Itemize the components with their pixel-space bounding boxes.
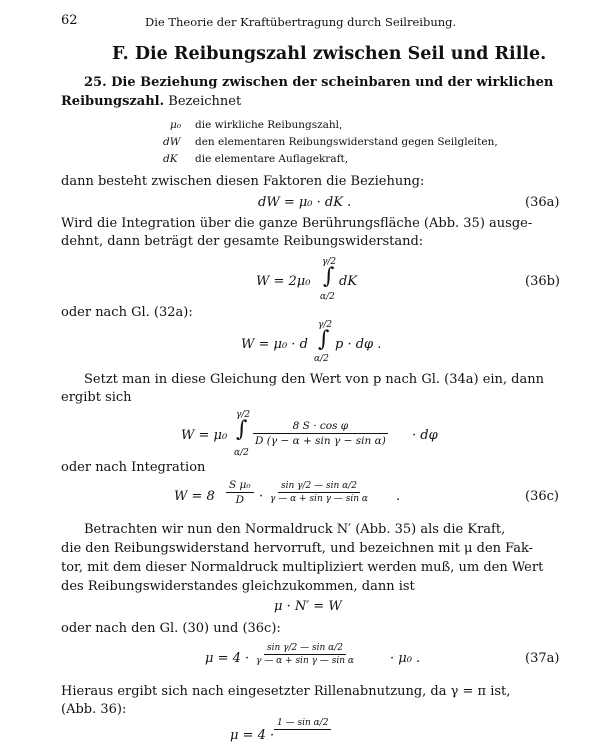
text-line: Hieraus ergibt sich nach eingesetzter Rillenabnutzung, da γ = π ist, <box>61 684 511 699</box>
equation-mu: μ · N′ = W <box>274 599 342 614</box>
paragraph-lead-line2 <box>61 94 241 109</box>
fraction-numerator: sin γ/2 — sin α/2 <box>264 643 346 655</box>
section-heading: F. Die Reibungszahl zwischen Seil und Rille. <box>112 44 547 64</box>
equation-number: (37a) <box>525 651 560 666</box>
fraction <box>226 479 254 506</box>
definition-text: den elementaren Reibungswiderstand gegen Seilgleiten, <box>195 136 498 148</box>
text-line: oder nach den Gl. (30) und (36c): <box>61 621 281 636</box>
equation-36b-lhs: W = 2μ₀ <box>256 274 311 289</box>
equation-number: (36b) <box>525 274 561 289</box>
integral-upper-limit: γ/2 <box>322 257 337 267</box>
fraction-denominator: D <box>235 494 244 506</box>
integral-sign: ∫ <box>323 264 335 289</box>
multiplication-dot: · <box>259 489 264 504</box>
text-line: Setzt man in diese Gleichung den Wert von p nach Gl. (34a) ein, dann <box>84 372 544 387</box>
running-head: Die Theorie der Kraftübertragung durch Seilreibung. <box>145 15 457 29</box>
equation-number: (36c) <box>525 489 559 504</box>
integral-lower-limit: α/2 <box>320 292 335 302</box>
text-line: Wird die Integration über die ganze Berührungsfläche (Abb. 35) ausge- <box>61 216 533 231</box>
fraction-numerator: S μ₀ <box>226 479 254 493</box>
paragraph-lead-bold: Reibungszahl. <box>61 94 165 109</box>
text-line: oder nach Gl. (32a): <box>61 305 193 320</box>
equation-34-tail: · dφ <box>412 428 438 443</box>
text-line: dann besteht zwischen diesen Faktoren die Beziehung: <box>61 174 425 189</box>
fraction-numerator: sin γ/2 — sin α/2 <box>278 481 360 493</box>
definition-text: die wirkliche Reibungszahl, <box>195 119 343 131</box>
definition-text: die elementare Auflagekraft, <box>195 153 349 165</box>
integral-lower-limit: α/2 <box>314 354 329 364</box>
paragraph-lead-line1: 25. Die Beziehung zwischen der scheinbaren und der wirklichen <box>84 75 554 90</box>
definition-symbol: dW <box>163 136 181 148</box>
fraction-numerator: 8 S · cos φ <box>253 420 389 434</box>
equation-number: (36a) <box>525 195 560 210</box>
text-line: Betrachten wir nun den Normaldruck N′ (Abb. 35) als die Kraft, <box>84 522 506 537</box>
equation-37a-lhs: μ = 4 · <box>205 651 250 666</box>
fraction <box>267 481 371 504</box>
text-line: dehnt, dann beträgt der gesamte Reibungswiderstand: <box>61 234 424 249</box>
integral-sign: ∫ <box>318 327 330 352</box>
equation-32-lhs: W = μ₀ · d <box>241 337 308 352</box>
fraction-denominator: γ — α + sin γ — sin α <box>270 494 368 504</box>
text-line: ergibt sich <box>61 390 132 405</box>
equation-37a-tail: · μ₀ . <box>390 651 421 666</box>
integral-upper-limit: γ/2 <box>236 410 251 420</box>
fraction <box>252 420 389 447</box>
fraction-denominator: D (γ − α + sin γ − sin α) <box>255 435 386 447</box>
integral-lower-limit: α/2 <box>234 448 249 458</box>
equation-36b-body: dK <box>339 274 358 289</box>
text-line: des Reibungswiderstandes gleichzukommen, dann ist <box>61 579 415 594</box>
text-line: tor, mit dem dieser Normaldruck multipliziert werden muß, um den Wert <box>61 560 544 575</box>
text-line: (Abb. 36): <box>61 702 127 717</box>
equation-36c-lhs: W = 8 <box>174 489 215 504</box>
equation-36a: dW = μ₀ · dK . <box>258 195 352 210</box>
text-line: oder nach Integration <box>61 460 206 475</box>
integral-sign: ∫ <box>236 417 248 442</box>
fraction-denominator: γ — α + sin γ — sin α <box>256 656 354 666</box>
equation-36c-tail: . <box>396 489 401 504</box>
paragraph-lead-tail: Bezeichnet <box>168 94 242 109</box>
page-number: 62 <box>61 13 78 28</box>
equation-34-lhs: W = μ₀ <box>181 428 228 443</box>
integral-upper-limit: γ/2 <box>318 320 333 330</box>
fraction <box>253 643 357 666</box>
definition-symbol: μ₀ <box>170 119 182 131</box>
equation-32-body: p · dφ . <box>335 337 382 352</box>
definition-symbol: dK <box>163 153 178 165</box>
fraction <box>274 718 331 731</box>
text-line: die den Reibungswiderstand hervorruft, und bezeichnen mit μ den Fak- <box>61 541 534 556</box>
fraction-numerator: 1 — sin α/2 <box>274 718 331 730</box>
equation-last-lhs: μ = 4 · <box>230 728 275 743</box>
